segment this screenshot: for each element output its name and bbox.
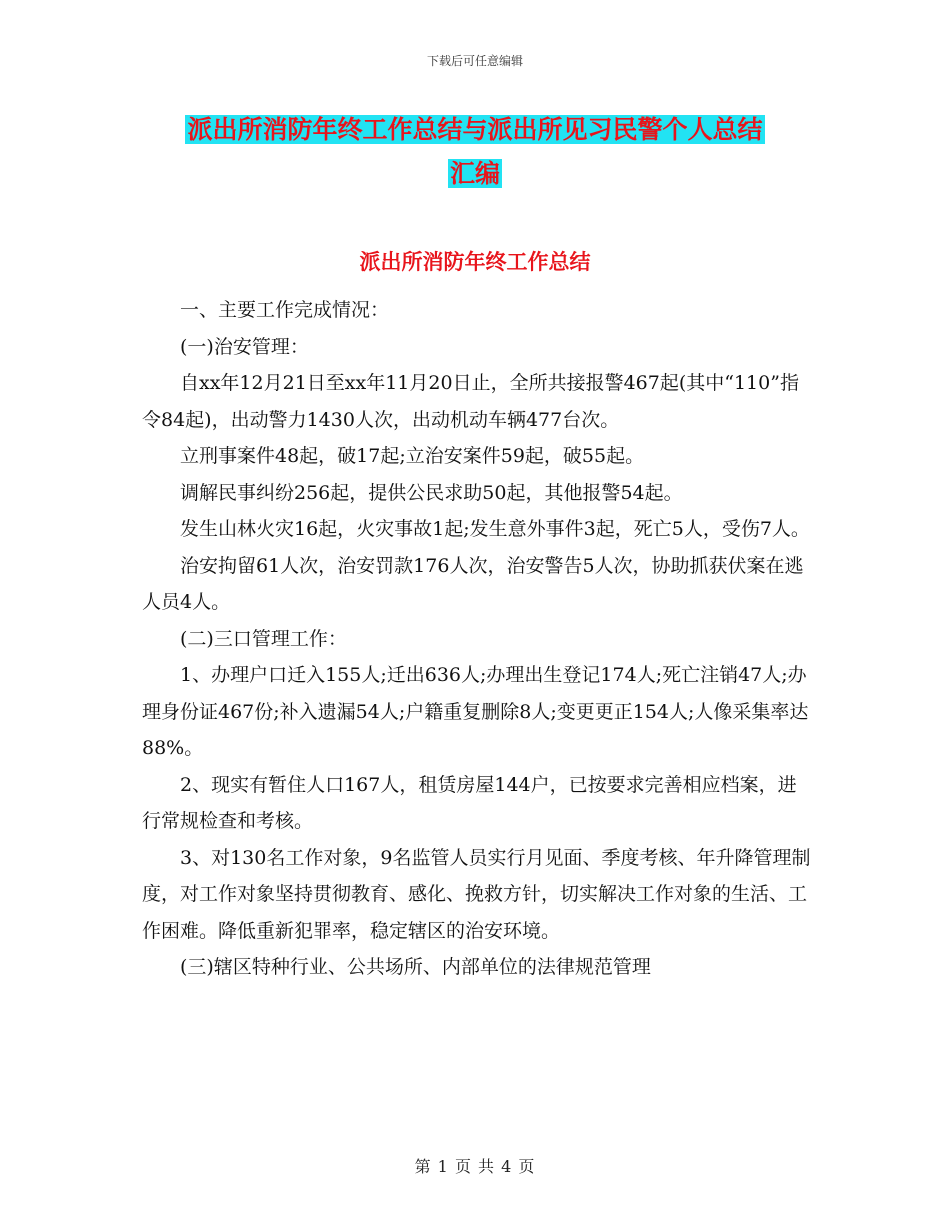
paragraph: (一)治安管理：	[180, 335, 309, 358]
page-header-note: 下载后可任意编辑	[426, 54, 523, 68]
paragraph: (二)三口管理工作：	[180, 627, 347, 650]
document-body	[142, 292, 814, 986]
paragraph: (三)辖区特种行业、公共场所、内部单位的法律规范管理	[180, 956, 651, 978]
paragraph: 1、办理户口迁入155人;迁出636人;办理出生登记174人;死亡注销47人;办理身份证467份;补入遗漏54人;户籍重复删除8人;变更更正154人;人像采集率达88%。	[142, 664, 809, 759]
document-title-line-1: 派出所消防年终工作总结与派出所见习民警个人总结	[187, 115, 763, 144]
paragraph: 调解民事纠纷256起，提供公民求助50起，其他报警54起。	[180, 481, 683, 504]
document-title-line-2: 汇编	[449, 159, 500, 188]
paragraph: 2、现实有暂住人口167人，租赁房屋144户，已按要求完善相应档案，进行常规检查和考核。	[142, 773, 797, 832]
paragraph: 一、主要工作完成情况：	[180, 299, 390, 321]
document-title	[140, 108, 810, 196]
paragraph: 立刑事案件48起，破17起;立治安案件59起，破55起。	[180, 445, 645, 467]
paragraph: 发生山林火灾16起，火灾事故1起;发生意外事件3起，死亡5人，受伤7人。	[180, 518, 810, 540]
section-title: 派出所消防年终工作总结	[359, 249, 591, 274]
page-number: 第 1 页 共 4 页	[414, 1157, 536, 1176]
paragraph: 治安拘留61人次，治安罚款176人次，治安警告5人次，协助抓获伏案在逃人员4人。	[142, 554, 804, 613]
paragraph: 自xx年12月21日至xx年11月20日止，全所共接报警467起(其中“110”指令84起)，出动警力1430人次，出动机动车辆477台次。	[142, 372, 799, 431]
paragraph: 3、对130名工作对象，9名监管人员实行月见面、季度考核、年升降管理制度，对工作对象坚持贯彻教育、感化、挽救方针，切实解决工作对象的生活、工作困难。降低重新犯罪率，稳定辖区的治安环境。	[142, 846, 811, 942]
